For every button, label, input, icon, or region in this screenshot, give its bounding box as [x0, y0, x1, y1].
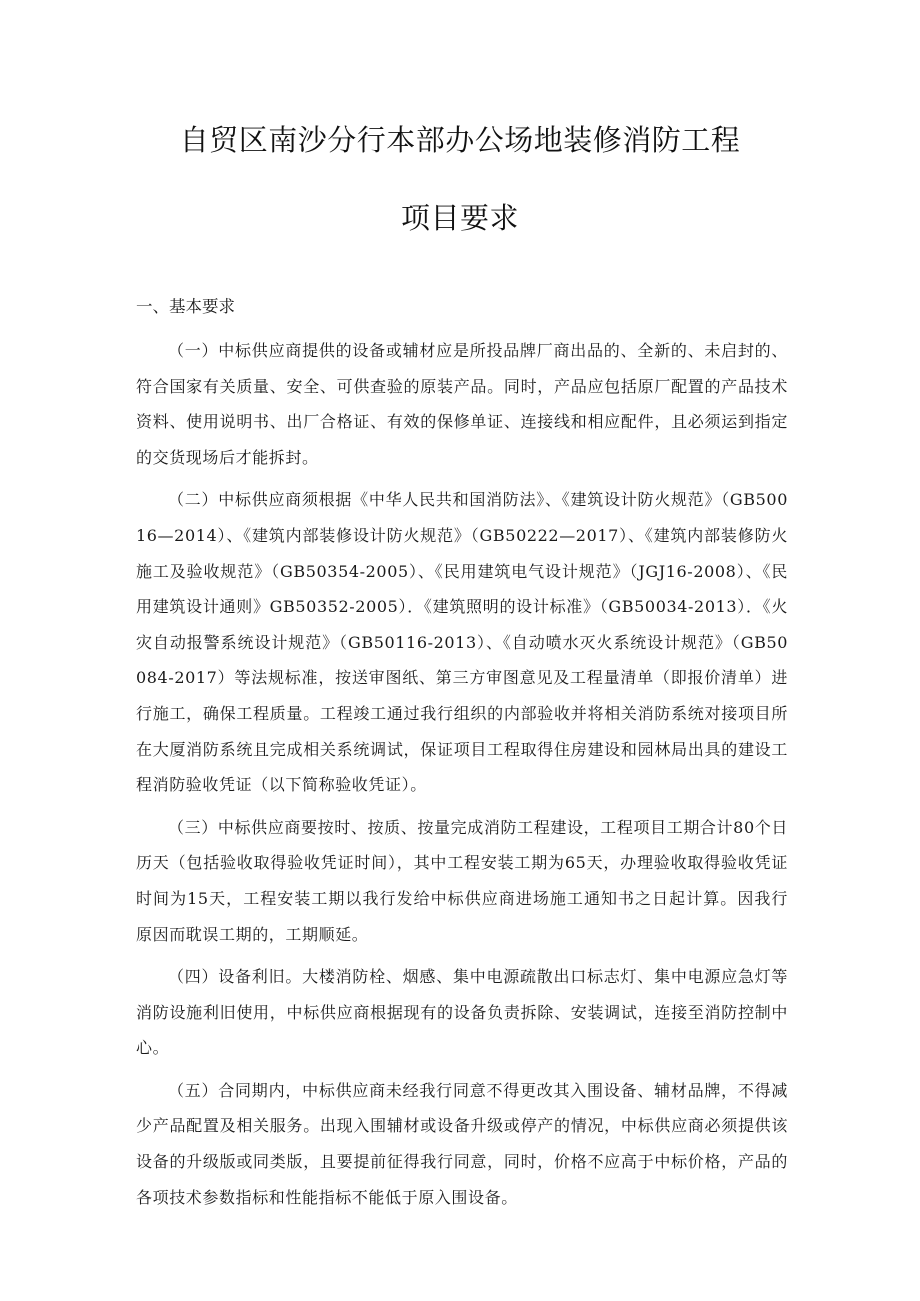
document-title: 自贸区南沙分行本部办公场地装修消防工程 — [179, 123, 741, 157]
document-subtitle: 项目要求 — [400, 201, 519, 235]
paragraph-3: （三）中标供应商要按时、按质、按量完成消防工程建设，工程项目工期合计80个日历天（包括验收取得验收凭证时间），其中工程安装工期为65天，办理验收取得验收凭证时间为15天，工程安装工期以我行发给中标供应商进场施工通知书之日起计算。因我行原因而耽误工期的，工期顺延。 — [136, 817, 788, 944]
paragraph-1: （一）中标供应商提供的设备或辅材应是所投品牌厂商出品的、全新的、未启封的、符合国家有关质量、安全、可供查验的原装产品。同时，产品应包括原厂配置的产品技术资料、使用说明书、出厂合格证、有效的保修单证、连接线和相应配件，且必须运到指定的交货现场后才能拆封。 — [136, 341, 788, 467]
paragraph-2: （二）中标供应商须根据《中华人民共和国消防法》、《建筑设计防火规范》（GB50016—2014）、《建筑内部装修设计防火规范》（GB50222—2017）、《建筑内部装修防火施工及验收规范》（GB50354-2005）、《民用建筑电气设计规范》（JGJ16-2008）、《民用建筑设计通则》GB50352-2005）．《建筑照明的设计标准》（GB50034-2013）．《火灾自动报警系统设计规范》（GB50116-2013）、《自动喷水灭火系统设计规范》（GB50084-2017）等法规标准，按送审图纸、第三方审图意见及工程量清单（即报价清单）进行施工，确保工程质量。工程竣工通过我行组织的内部验收并将相关消防系统对接项目所在大厦消防系统且完成相关系统调试，保证项目工程取得住房建设和园林局出具的建设工程消防验收凭证（以下简称验收凭证）。 — [136, 490, 788, 795]
section-heading: 一、基本要求 — [136, 297, 235, 316]
document-body — [136, 333, 788, 1226]
paragraph-4: （四）设备利旧。大楼消防栓、烟感、集中电源疏散出口标志灯、集中电源应急灯等消防设施利旧使用，中标供应商根据现有的设备负责拆除、安装调试，连接至消防控制中心。 — [136, 967, 788, 1058]
paragraph-5: （五）合同期内，中标供应商未经我行同意不得更改其入围设备、辅材品牌，不得减少产品配置及相关服务。出现入围辅材或设备升级或停产的情况，中标供应商必须提供该设备的升级版或同类版，且要提前征得我行同意，同时，价格不应高于中标价格，产品的各项技术参数指标和性能指标不能低于原入围设备。 — [136, 1080, 788, 1207]
